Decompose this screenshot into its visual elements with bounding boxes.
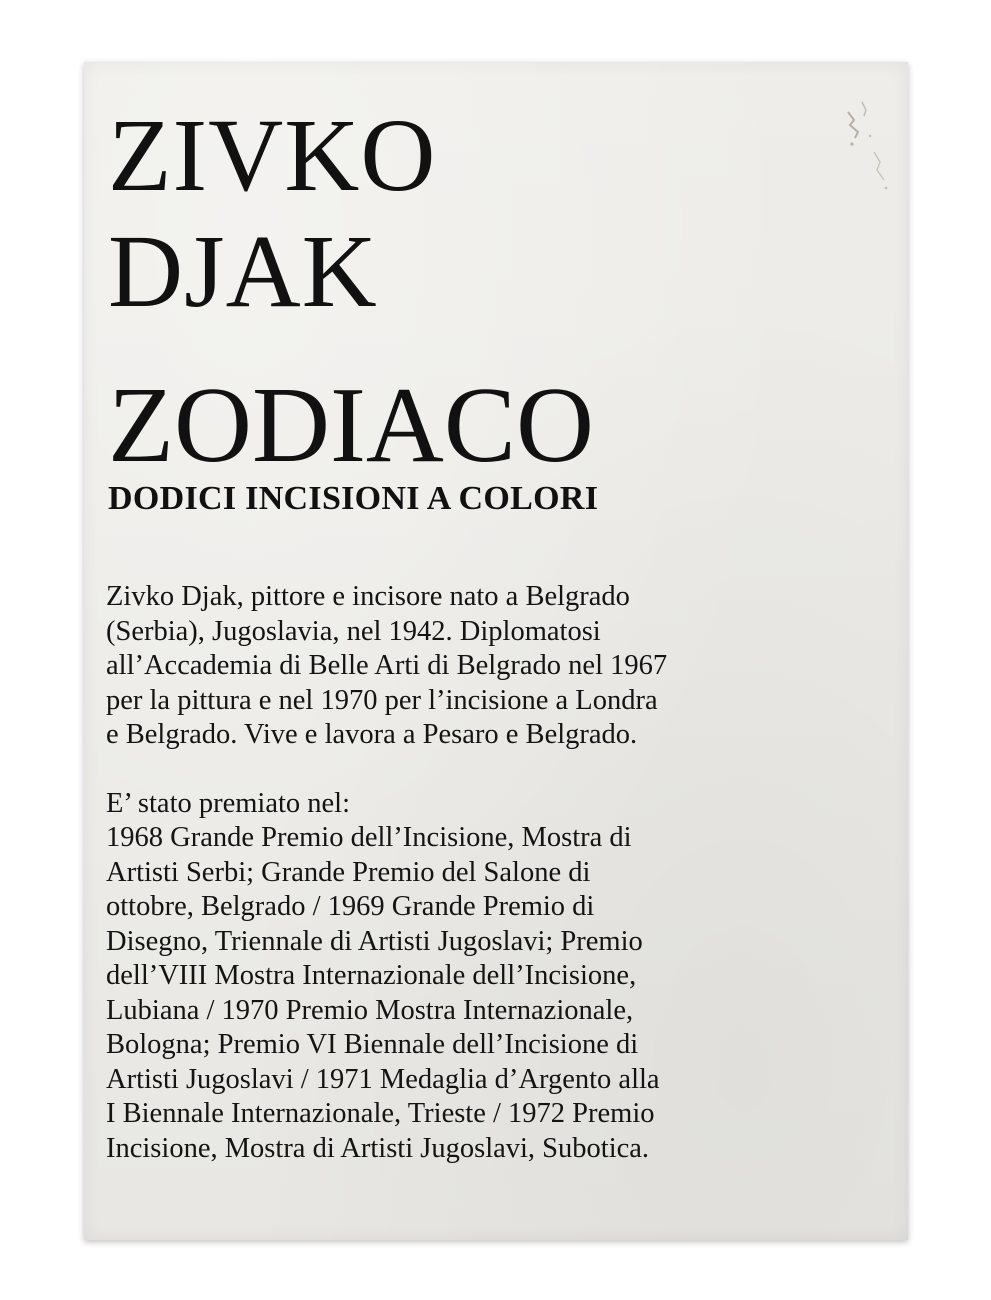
- text-line: Bologna; Premio VI Biennale dell’Incisione di: [106, 1029, 639, 1060]
- text-line: dell’VIII Mostra Internazionale dell’Incisione,: [106, 960, 637, 991]
- cover-text: [106, 580, 896, 1166]
- text-line: ottobre, Belgrado / 1969 Grande Premio di: [106, 891, 595, 922]
- biography-paragraph: [106, 580, 896, 753]
- portfolio-cover: [84, 62, 908, 1240]
- text-line: (Serbia), Jugoslavia, nel 1942. Diplomatosi: [106, 615, 601, 647]
- paper-wear-mark: [840, 92, 900, 202]
- text-line: Lubiana / 1970 Premio Mostra Internazionale,: [106, 994, 634, 1026]
- awards-heading: E’ stato premiato nel:: [106, 787, 351, 819]
- portfolio-title: ZODIACO: [108, 366, 594, 485]
- text-line: per la pittura e nel 1970 per l’incisione a Londra: [106, 684, 658, 716]
- text-line: Artisti Serbi; Grande Premio del Salone di: [106, 856, 591, 888]
- text-line: all’Accademia di Belle Arti di Belgrado nel 1967: [106, 650, 668, 681]
- text-line: e Belgrado. Vive e lavora a Pesaro e Belgrado.: [106, 719, 638, 750]
- awards-paragraph: [106, 787, 896, 1167]
- text-line: 1968 Grande Premio dell’Incisione, Mostra di: [106, 822, 632, 853]
- text-line: Disegno, Triennale di Artisti Jugoslavi; Premio: [106, 925, 643, 957]
- artist-first-name: ZIVKO: [108, 98, 437, 213]
- artist-last-name: DJAK: [108, 214, 378, 329]
- text-line: Artisti Jugoslavi / 1971 Medaglia d’Argento alla: [106, 1063, 660, 1095]
- paragraph-spacer: [106, 753, 896, 787]
- text-line: Zivko Djak, pittore e incisore nato a Belgrado: [106, 581, 630, 612]
- portfolio-subtitle: DODICI INCISIONI A COLORI: [108, 480, 599, 517]
- text-line: Incisione, Mostra di Artisti Jugoslavi, Subotica.: [106, 1132, 650, 1164]
- text-line: I Biennale Internazionale, Trieste / 1972 Premio: [106, 1098, 655, 1129]
